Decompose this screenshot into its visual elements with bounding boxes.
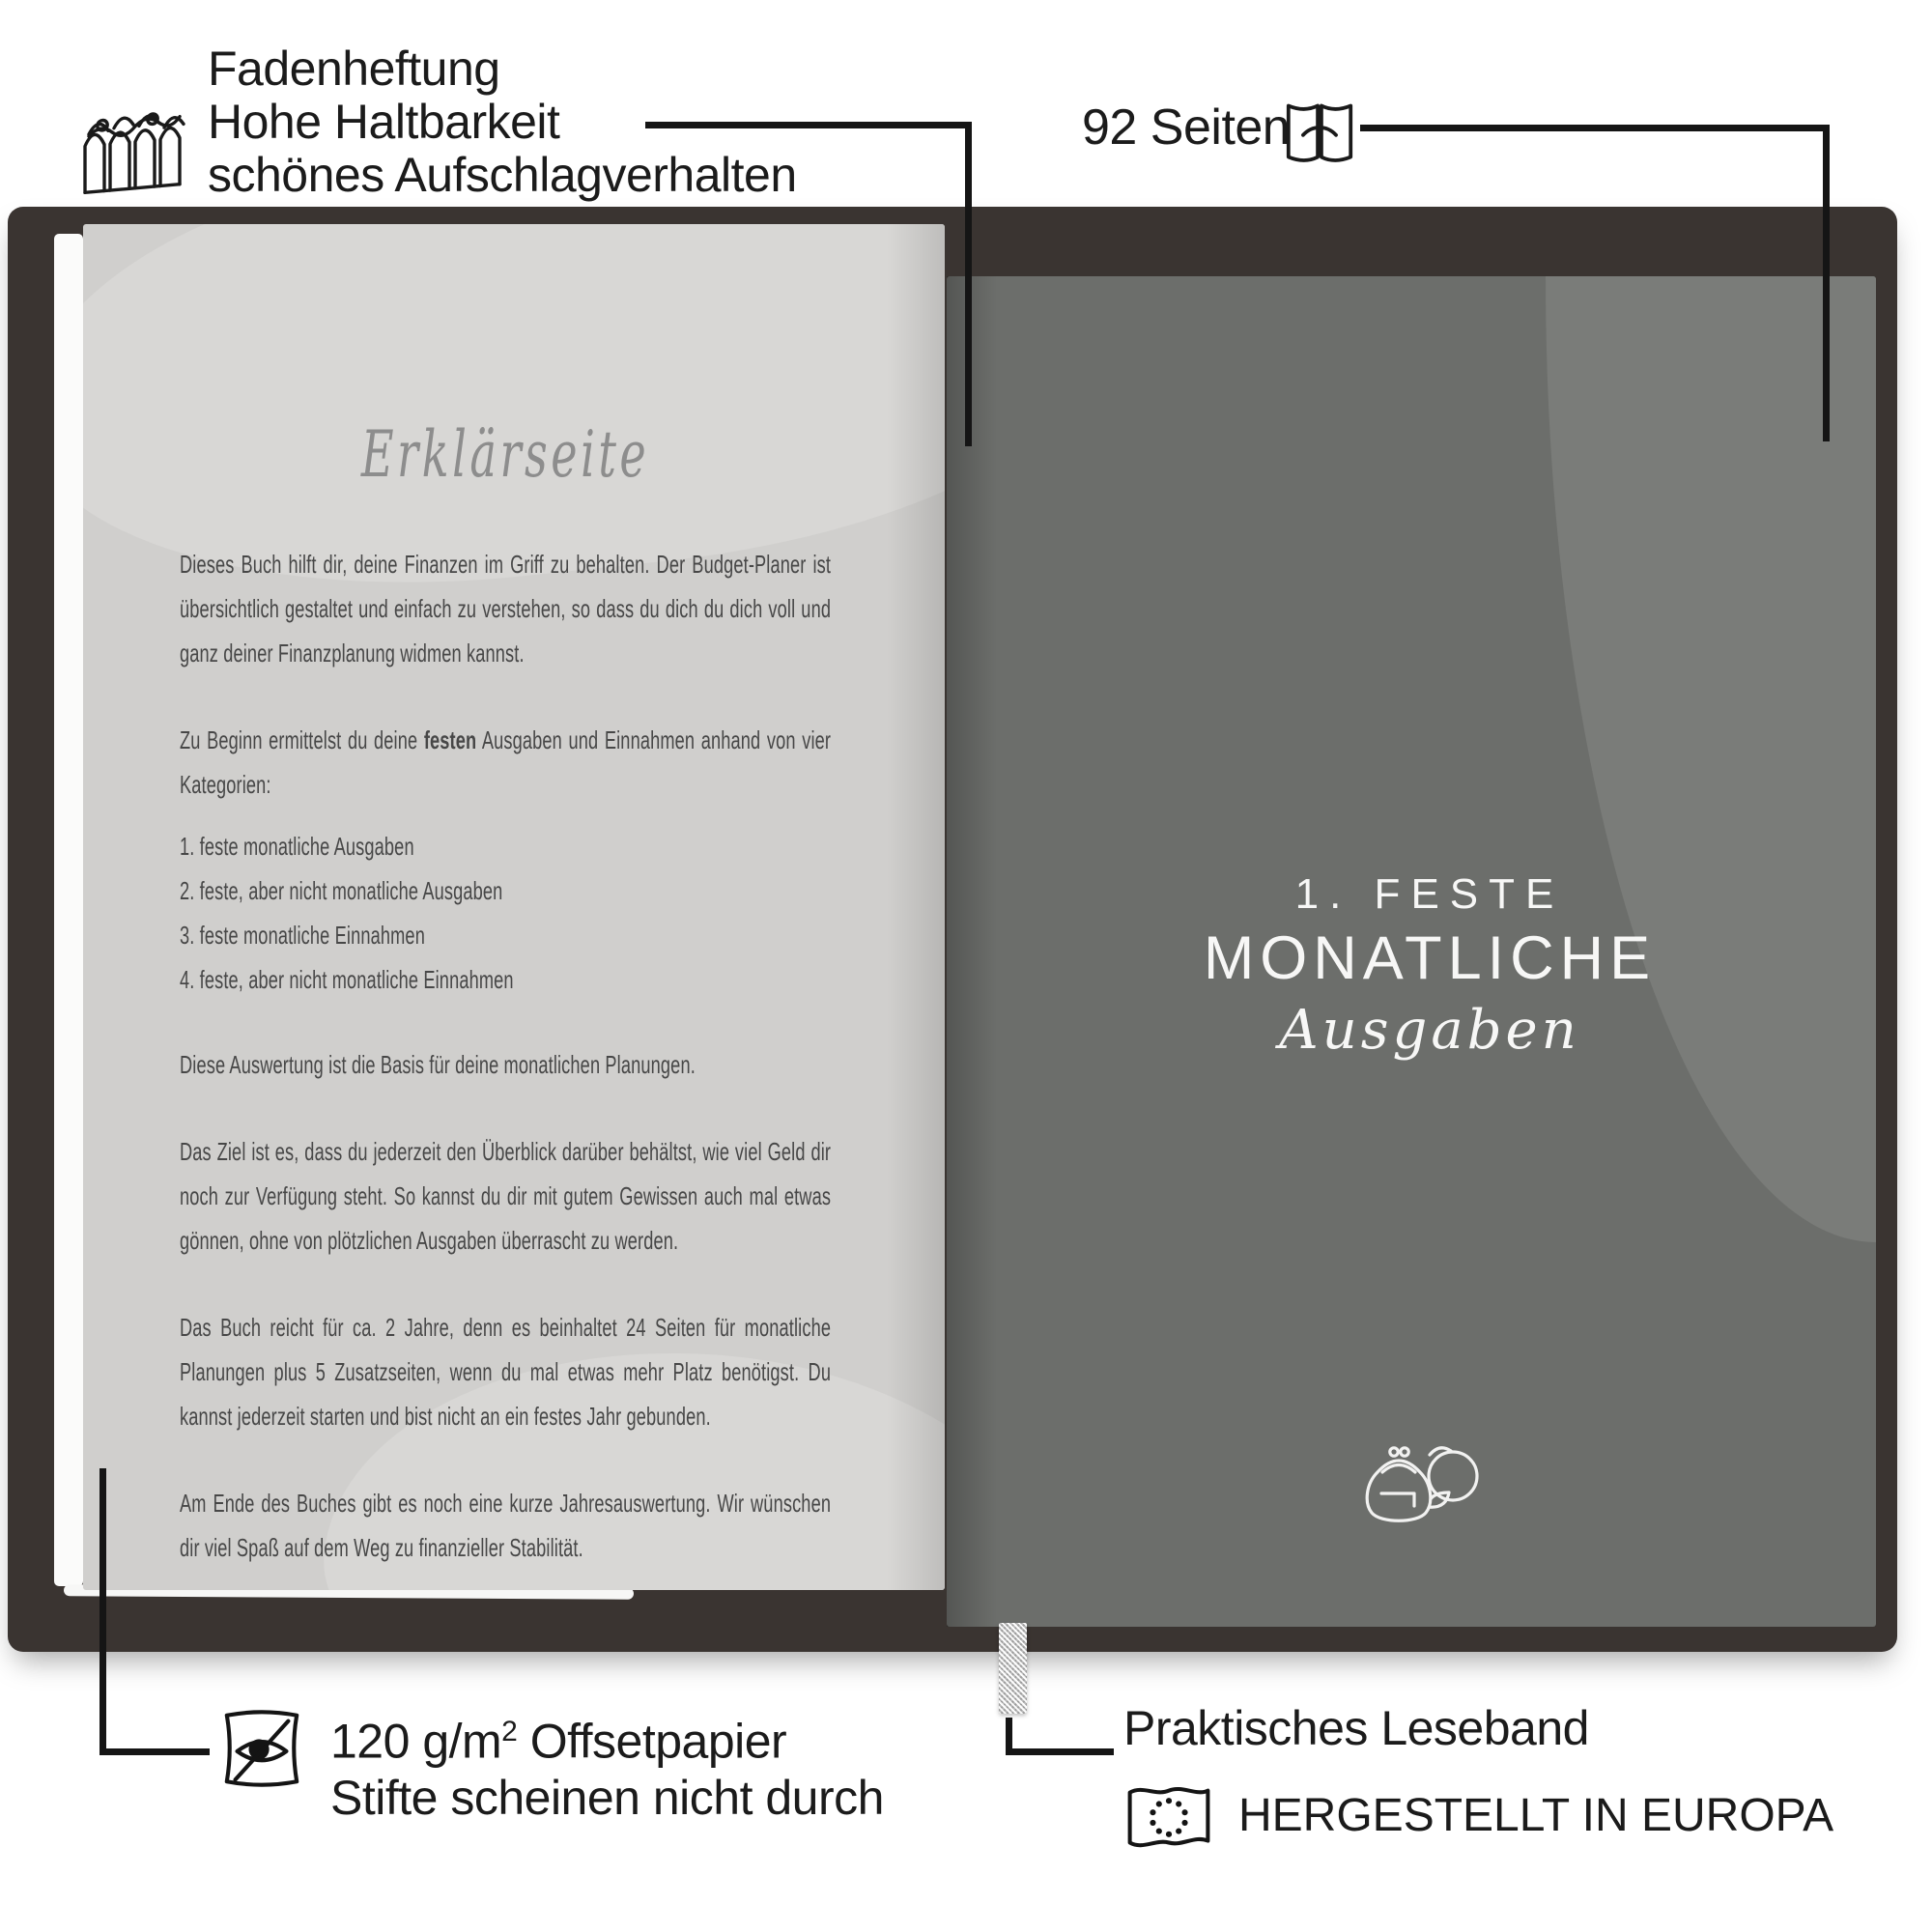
categories-paragraph: Zu Beginn ermittelst du deine festen Ausgaben und Einnahmen anhand von vier Kategorien:	[180, 725, 832, 799]
feature-line-no-bleed: Stifte scheinen nicht durch	[330, 1770, 884, 1825]
superscript: 2	[501, 1716, 518, 1747]
intro-paragraph: Dieses Buch hilft dir, deine Finanzen im Griff zu behalten. Der Budget-Planer ist übersichtlich gestaltet und einfach zu verstehen, so dass du dich du dich voll und ganz deiner Finanzplanung widmen kannst.	[180, 550, 832, 668]
feature-line-paper-weight: 120 $g/m^2$ Offsetpapier	[330, 1714, 787, 1769]
connector-bottom-left-vertical	[99, 1468, 106, 1755]
basis-paragraph: Diese Auswertung ist die Basis für deine monatlichen Planungen.	[180, 1050, 696, 1079]
feature-paper	[330, 1704, 884, 1826]
feature-line: Fadenheftung	[208, 42, 500, 96]
connector-bottom-right-horizontal	[1006, 1748, 1114, 1755]
chapter-title	[1092, 867, 1768, 1066]
page-heading-script: Erklärseite	[360, 417, 650, 492]
no-show-through-paper-icon	[218, 1704, 305, 1793]
connector-top-right-vertical	[1823, 125, 1830, 441]
right-page	[947, 276, 1876, 1627]
closing-paragraph: Am Ende des Buches gibt es noch eine kurze Jahresauswertung. Wir wünschen dir viel Spaß auf dem Weg zu finanzieller Stabilität.	[180, 1489, 832, 1562]
feature-thread-binding	[208, 43, 797, 202]
chapter-number: 1. FESTE	[1294, 870, 1565, 918]
duration-paragraph: Das Buch reicht für ca. 2 Jahre, denn es beinhaltet 24 Seiten für monatliche Planungen plus 5 Zusatzseiten, wenn du mal etwas mehr Platz benötigst. Du kannst jederzeit starten und bist nicht an ein festes Jahr gebunden.	[180, 1313, 832, 1431]
list-item: 1. feste monatliche Ausgaben	[180, 832, 414, 861]
bookmark-ribbon	[999, 1623, 1027, 1714]
feature-line: schönes Aufschlagverhalten	[208, 148, 797, 202]
thread-stitched-signatures-icon	[73, 91, 195, 203]
eu-flag-icon	[1121, 1777, 1217, 1860]
feature-page-count: 92 Seiten	[1082, 99, 1291, 156]
goal-paragraph: Das Ziel ist es, dass du jederzeit den Überblick darüber behältst, wie viel Geld dir noch zur Verfügung steht. So kannst du dir mit gutem Gewissen auch mal etwas gönnen, ohne von plötzlichen Ausgaben überrascht zu werden.	[180, 1137, 832, 1255]
list-item: 4. feste, aber nicht monatliche Einnahmen	[180, 965, 514, 994]
list-item: 3. feste monatliche Einnahmen	[180, 921, 425, 950]
connector-bottom-left-horizontal	[99, 1748, 210, 1755]
feature-made-in-europe: HERGESTELLT IN EUROPA	[1238, 1790, 1834, 1841]
left-page	[83, 224, 945, 1590]
chapter-title-script: Ausgaben	[1279, 999, 1580, 1062]
feature-line: Hohe Haltbarkeit	[208, 95, 560, 149]
coin-purse-icon	[1360, 1439, 1488, 1530]
categories-list	[180, 824, 831, 1002]
connector-top-left-vertical	[965, 122, 972, 446]
emphasis-festen: festen	[423, 725, 477, 754]
left-page-content	[180, 417, 831, 1590]
gutter-shadow-right	[947, 276, 997, 1627]
feature-ribbon-label: Praktisches Leseband	[1123, 1701, 1589, 1755]
page-stack-fore-edge	[54, 234, 83, 1586]
open-book-icon	[1281, 97, 1358, 166]
list-item: 2. feste, aber nicht monatliche Ausgaben	[180, 876, 503, 905]
chapter-title-main: MONATLICHE	[1203, 924, 1657, 992]
connector-top-right-horizontal	[1360, 125, 1830, 131]
gutter-shadow-left	[887, 224, 945, 1590]
